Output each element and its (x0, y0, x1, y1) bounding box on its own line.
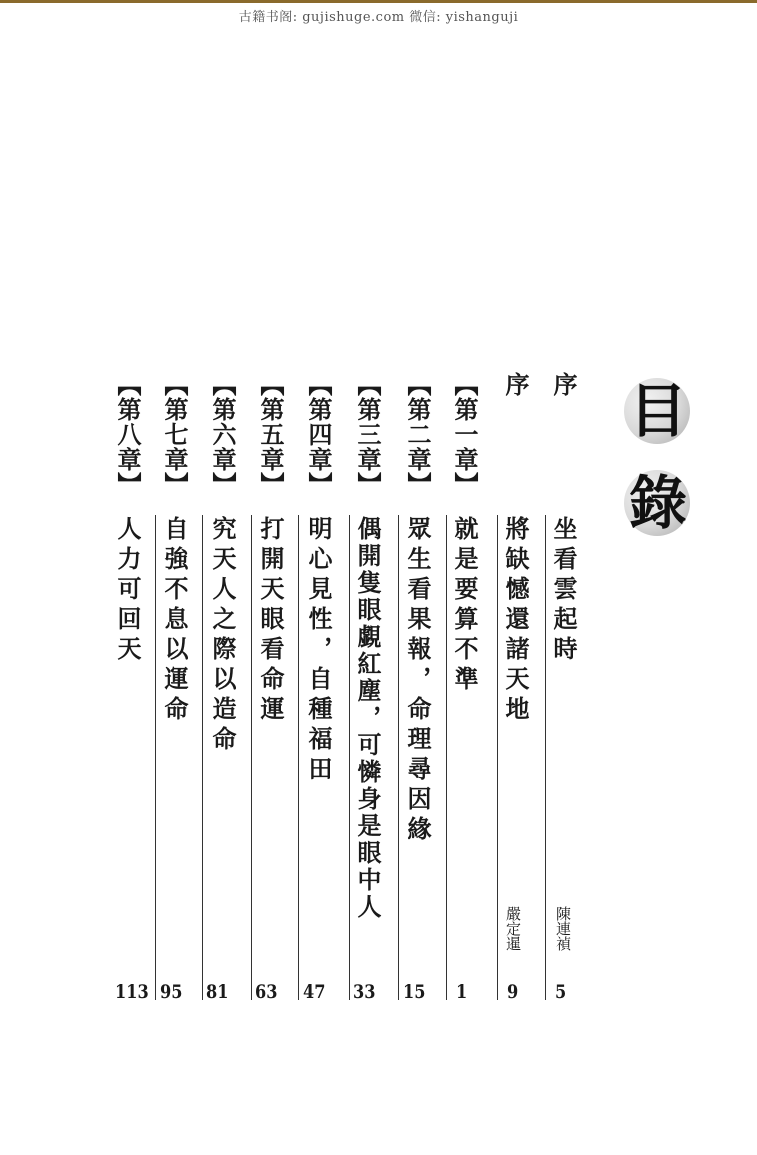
watermark-text: 古籍书阁: gujishuge.com 微信: yishanguji (238, 10, 519, 25)
entry-label: 序 (501, 372, 530, 397)
entry-title: 打開天眼看命運 (256, 516, 285, 726)
entry-title: 偶開隻眼覷紅塵，可憐身是眼中人 (353, 516, 382, 921)
entry-label: 【第四章】 (304, 372, 333, 497)
entry-title: 將缺憾還諸天地 (501, 516, 530, 726)
entry-label: 【第二章】 (403, 372, 432, 497)
entry-title: 人力可回天 (113, 516, 142, 666)
entry-label: 【第七章】 (160, 372, 189, 497)
heading-char-2: 錄 (629, 469, 688, 537)
entry-author: 嚴定暹 (504, 906, 522, 951)
entry-label: 【第五章】 (256, 372, 285, 497)
entry-title: 眾生看果報，命理尋因緣 (403, 516, 432, 846)
page-number: 95 (160, 981, 183, 1003)
page-number: 15 (403, 981, 426, 1003)
entry-title: 究天人之際以造命 (208, 516, 237, 756)
page-number: 113 (115, 981, 149, 1003)
page-number: 47 (303, 981, 326, 1003)
entry-label: 序 (549, 372, 578, 397)
column-divider (251, 515, 252, 1000)
entry-label: 【第一章】 (450, 372, 479, 497)
page-number: 63 (255, 981, 278, 1003)
column-divider (497, 515, 498, 1000)
page-number: 81 (206, 981, 229, 1003)
entry-author: 陳連禎 (554, 906, 572, 951)
page-number: 1 (456, 981, 468, 1003)
column-divider (349, 515, 350, 1000)
column-divider (398, 515, 399, 1000)
entry-title: 坐看雲起時 (549, 516, 578, 666)
page-number: 33 (353, 981, 376, 1003)
entry-title: 自強不息以運命 (160, 516, 189, 726)
heading-char-1: 目 (629, 377, 688, 445)
column-divider (202, 515, 203, 1000)
column-divider (155, 515, 156, 1000)
page-number: 5 (555, 981, 567, 1003)
page-number: 9 (507, 981, 519, 1003)
column-divider (545, 515, 546, 1000)
entry-label: 【第六章】 (208, 372, 237, 497)
entry-label: 【第三章】 (353, 372, 382, 497)
entry-title: 明心見性，自種福田 (304, 516, 333, 786)
entry-title: 就是要算不準 (450, 516, 479, 696)
entry-label: 【第八章】 (113, 372, 142, 497)
column-divider (446, 515, 447, 1000)
top-border (0, 0, 757, 3)
column-divider (298, 515, 299, 1000)
